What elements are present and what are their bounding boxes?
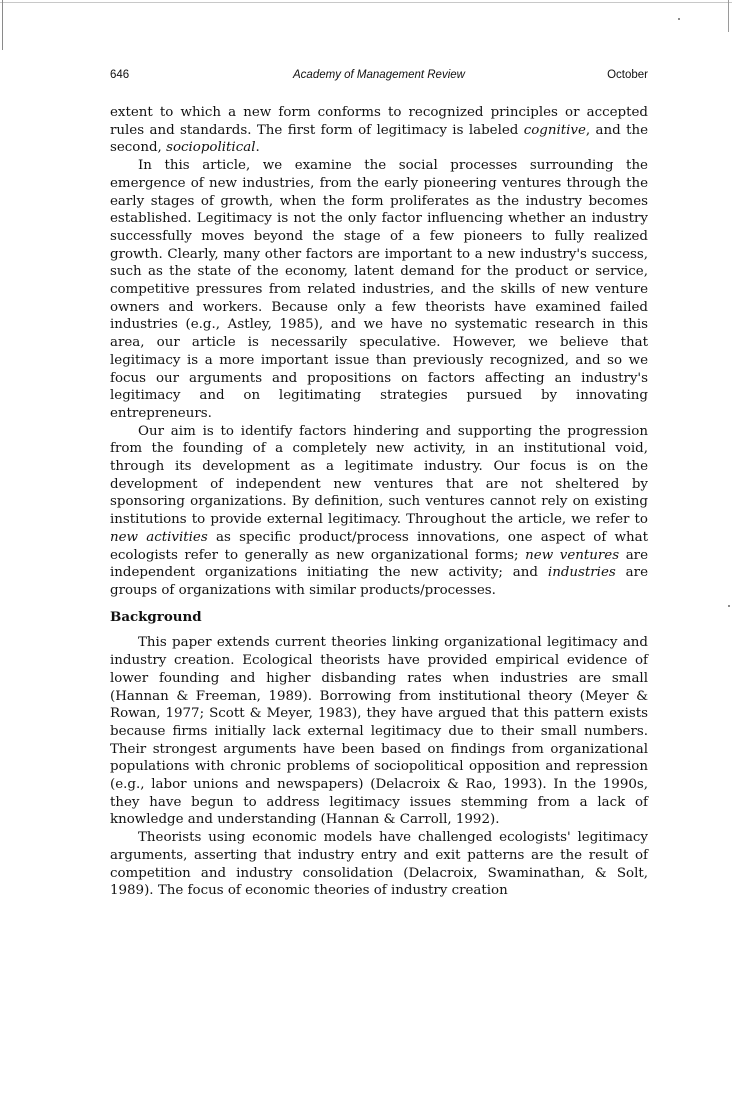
italic-term: sociopolitical [166, 140, 256, 156]
text-run: extent to which a new form conforms to recognized principles or accepted rules and standards. The first form of legitimacy is labeled [110, 105, 648, 138]
paragraph-aim [110, 423, 648, 600]
italic-term: cognitive [523, 122, 586, 138]
text-run: are groups of organizations with similar products/processes. [110, 565, 648, 598]
text-run: are independent organizations initiating the new activity; and [110, 547, 648, 581]
scan-speck [678, 18, 680, 20]
article-body [110, 104, 648, 900]
paragraph-scope: In this article, we examine the social processes surrounding the emergence of new industries, from the early pioneering ventures through the early stages of growth, when the form proliferates as the industry becomes established. Legitimacy is not the only factor influencing whether an industry successfully moves beyond the stage of a few pioneers to fully realized growth. Clearly, many other factors are important to a new industry's success, such as the state of the economy, latent demand for the product or service, competitive pressures from related industries, and the skills of new venture owners and workers. Because only a few theorists have examined failed industries (e.g., Astley, 1985), and we have no systematic research in this area, our article is necessarily speculative. However, we believe that legitimacy is a more important issue than previously recognized, and so we focus our arguments and propositions on factors affecting an industry's legitimacy and on legitimating strategies pursued by innovating entrepreneurs. [110, 158, 648, 421]
text-run: as specific product/process innovations, one aspect of what ecologists refer to generally as new organizational forms; [110, 529, 648, 563]
text-run: Our aim is to identify factors hindering and supporting the progression from the founding of a completely new activity, in an institutional void, through its development as a legitimate industry. Our focus is on the development of independent new ventures that are not sheltered by sponsoring organizations. By definition, such ventures cannot rely on existing institutions to provide external legitimacy. Throughout the article, we refer to [110, 423, 648, 528]
paragraph-economic-theories: Theorists using economic models have challenged ecologists' legitimacy arguments, asserting that industry entry and exit patterns are the result of competition and industry consolidation (Delacroix, Swaminathan, & Solt, 1989). The focus of economic theories of industry creation [110, 830, 648, 899]
scan-left-edge [2, 0, 3, 50]
page-number: 646 [110, 69, 130, 81]
italic-term: new activities [110, 529, 208, 545]
paragraph-background: This paper extends current theories linking organizational legitimacy and industry creation. Ecological theorists have provided empirical evidence of lower founding and higher disbanding rates when industries are small (Hannan & Freeman, 1989). Borrowing from institutional theory (Meyer & Rowan, 1977; Scott & Meyer, 1983), they have argued that this pattern exists because firms initially lack external legitimacy due to their small numbers. Their strongest arguments have been based on findings from organizational populations with chronic problems of sociopolitical opposition and repression (e.g., labor unions and newspapers) (Delacroix & Rao, 1993). In the 1990s, they have begun to address legitimacy issues stemming from a lack of knowledge and understanding (Hannan & Carroll, 1992). [110, 635, 648, 828]
italic-term: industries [547, 565, 616, 581]
section-heading-background: Background [110, 608, 202, 625]
issue-month: October [607, 69, 648, 81]
italic-term: new ventures [525, 547, 620, 563]
text-run: , and the second, [110, 122, 648, 156]
scan-right-edge [728, 0, 729, 32]
paragraph-continued [110, 104, 648, 157]
scan-top-edge [0, 2, 732, 3]
text-run: . [255, 140, 260, 156]
journal-title: Academy of Management Review [293, 69, 465, 81]
scan-speck [728, 605, 730, 607]
